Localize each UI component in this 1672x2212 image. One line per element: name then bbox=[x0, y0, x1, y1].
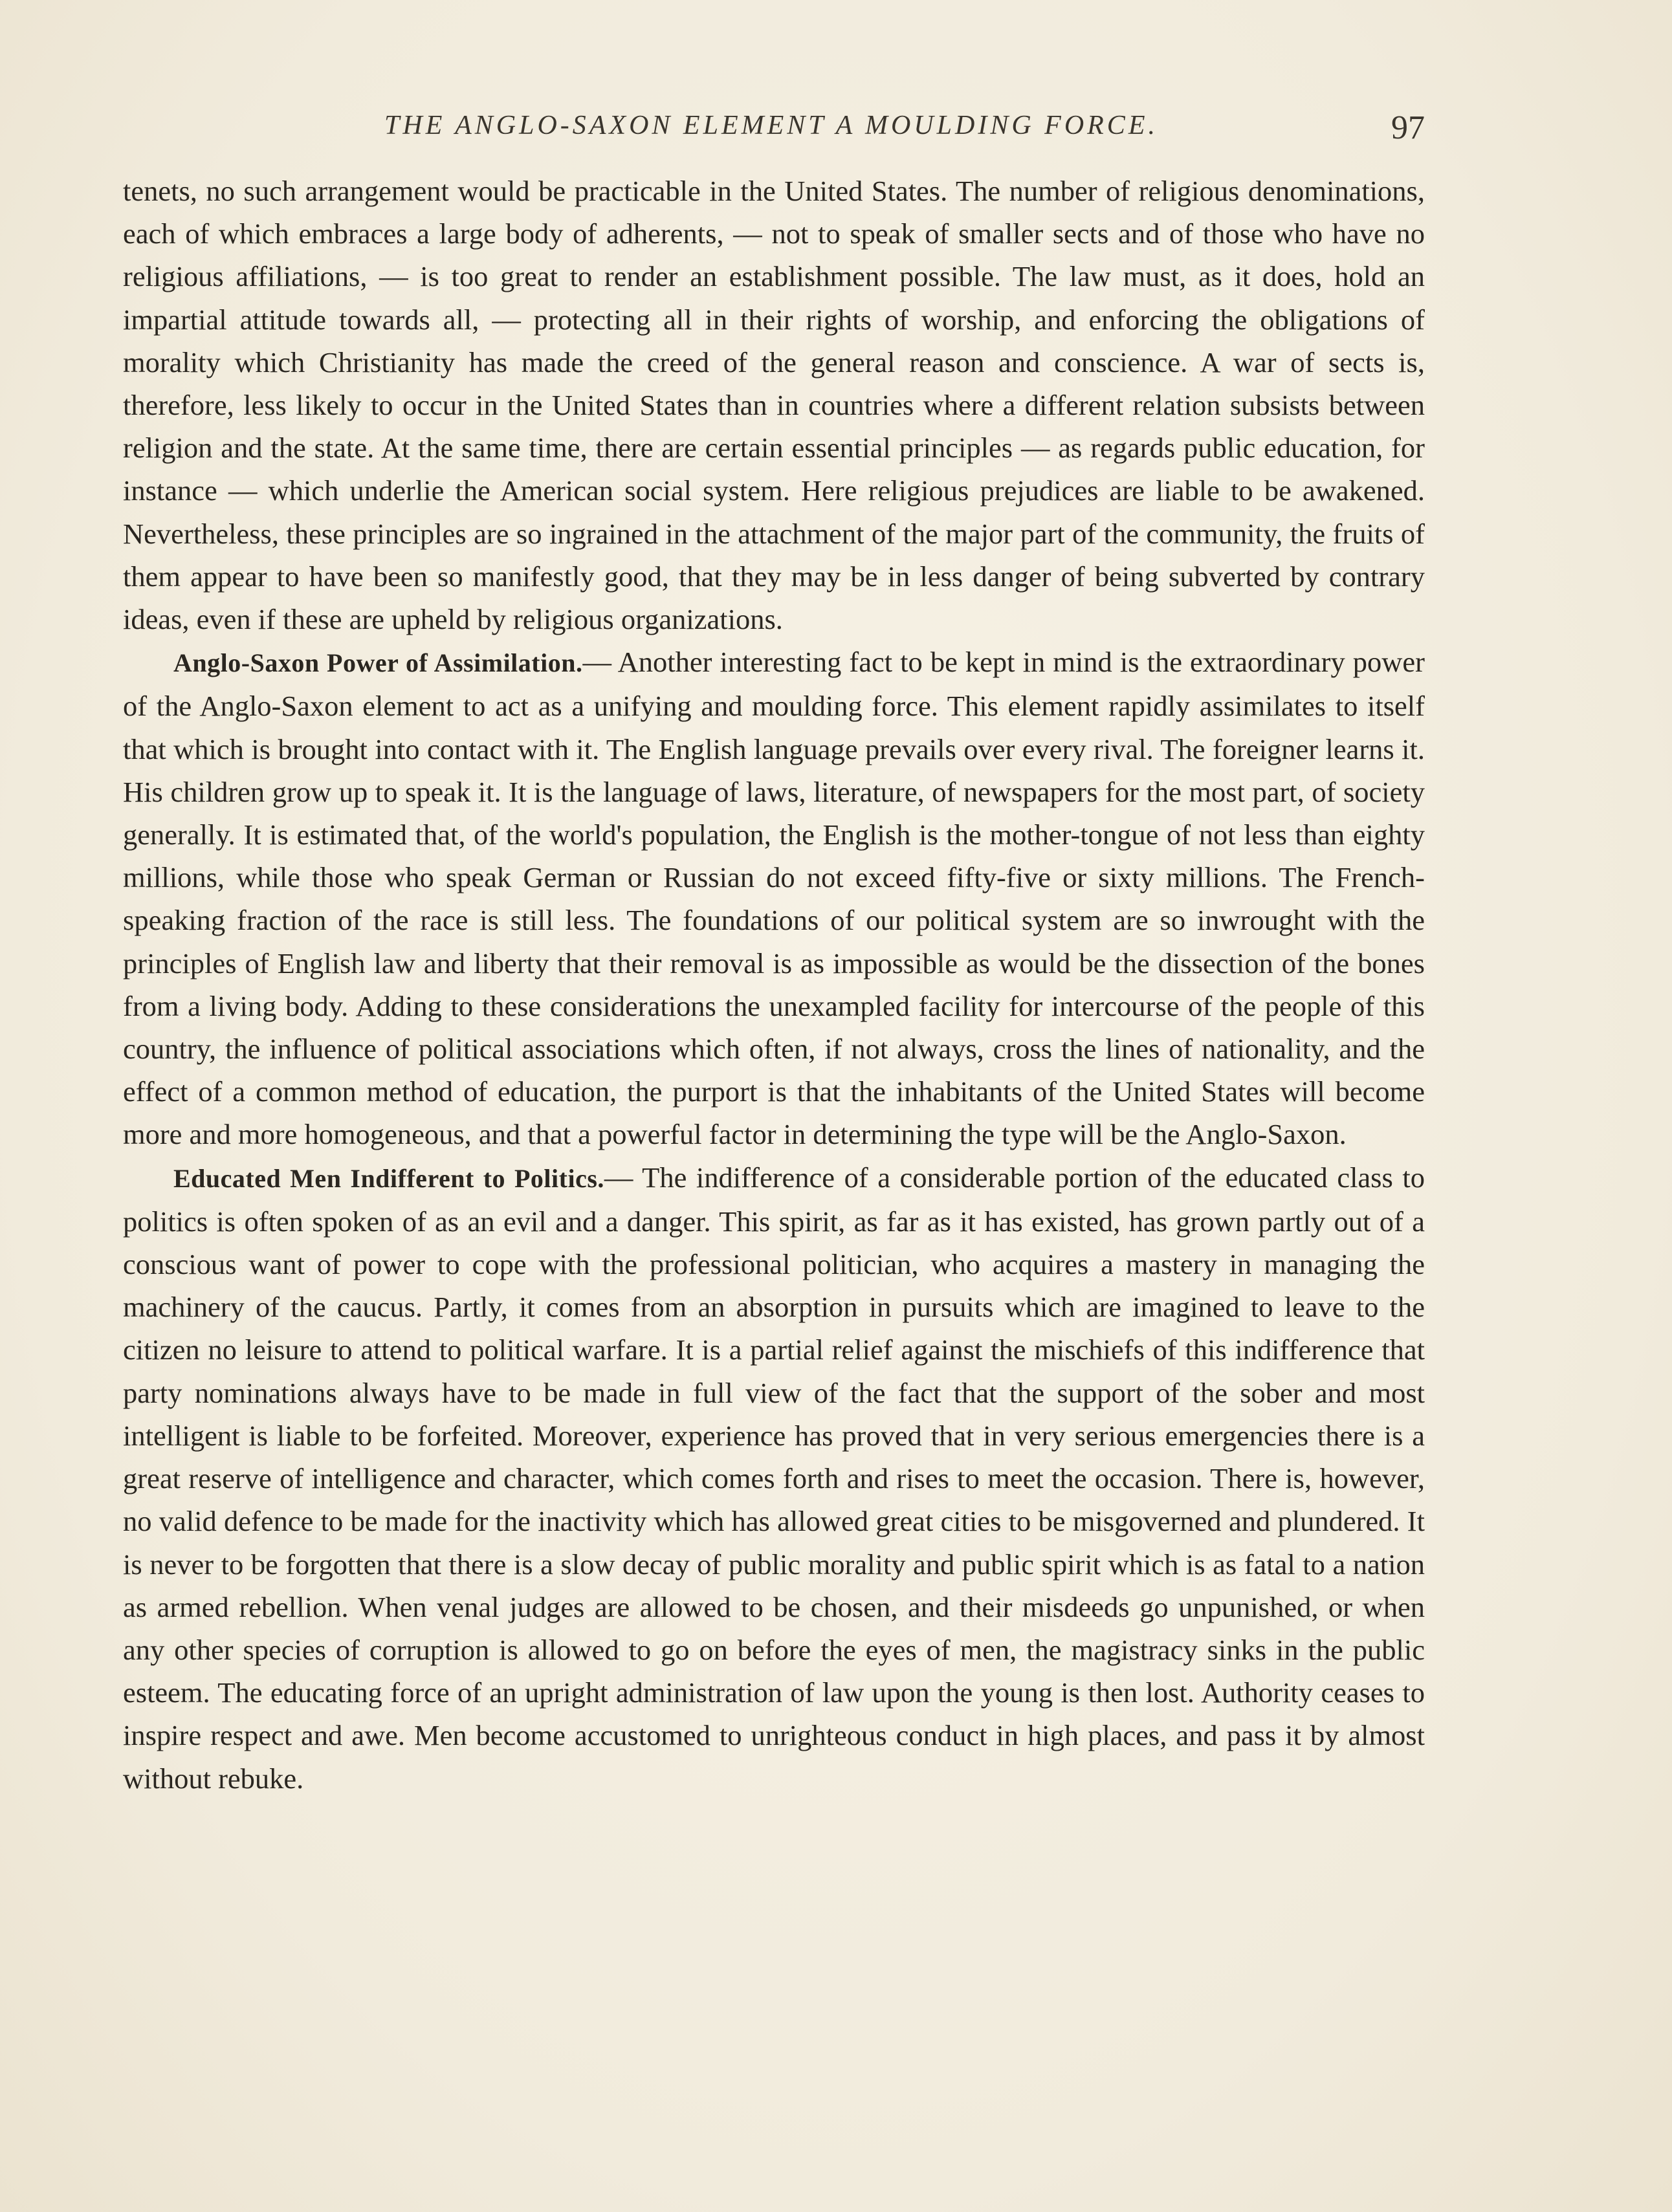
page-number: 97 bbox=[1391, 109, 1425, 146]
running-title: THE ANGLO-SAXON ELEMENT A MOULDING FORCE. bbox=[384, 111, 1158, 140]
paragraph-educated-men bbox=[123, 1156, 1425, 1800]
paragraph-text: — The indifference of a considerable portion of the educated class to politics is often spoken of as an evil and a danger. This spirit, as far as it has existed, has grown partly out of a conscious want of power to cope with the professional politician, who acquires a mastery in managing the machinery of the caucus. Partly, it comes from an absorption in pursuits which are imagined to leave to the citizen no leisure to attend to political warfare. It is a partial relief against the mischiefs of this indifference that party nominations always have to be made in full view of the fact that the support of the sober and most intelligent is liable to be forfeited. Moreover, experience has proved that in very serious emergencies there is a great reserve of intelligence and character, which comes forth and rises to meet the occasion. There is, however, no valid defence to be made for the inactivity which has allowed great cities to be misgoverned and plundered. It is never to be forgotten that there is a slow decay of public morality and public spirit which is as fatal to a nation as armed rebellion. When venal judges are allowed to be chosen, and their misdeeds go unpunished, or when any other species of corruption is allowed to go on before the eyes of men, the magistracy sinks in the public esteem. The educating force of an upright administration of law upon the young is then lost. Authority ceases to inspire respect and awe. Men become accustomed to unrighteous conduct in high places, and pass it by almost without rebuke. bbox=[123, 1161, 1425, 1795]
paragraph-assimilation bbox=[123, 641, 1425, 1155]
body-text bbox=[123, 170, 1425, 1800]
sidehead-assimilation: Anglo-Saxon Power of Assimilation. bbox=[173, 648, 583, 678]
paragraph-continued bbox=[123, 170, 1425, 641]
paragraph-text: — Another interesting fact to be kept in mind is the extraordinary power of the Anglo-Saxon element to act as a unifying and moulding force. This element rapidly assimilates to itself that which is brought into contact with it. The English language prevails over every rival. The foreigner learns it. His children grow up to speak it. It is the language of laws, literature, of newspapers for the most part, of society generally. It is estimated that, of the world's population, the English is the mother-tongue of not less than eighty millions, while those who speak German or Russian do not exceed fifty-five or sixty millions. The French-speaking fraction of the race is still less. The foundations of our political system are so inwrought with the principles of English law and liberty that their removal is as impossible as would be the dissection of the bones from a living body. Adding to these considerations the unexampled facility for intercourse of the people of this country, the influence of political associations which often, if not always, cross the lines of nationality, and the effect of a common method of education, the purport is that the inhabitants of the United States will become more and more homogeneous, and that a powerful factor in determining the type will be the Anglo-Saxon. bbox=[123, 646, 1425, 1151]
paragraph-text: tenets, no such arrangement would be practicable in the United States. The number of religious denominations, each of which embraces a large body of adherents, — not to speak of smaller sects and of those who have no religious affiliations, — is too great to render an establishment possible. The law must, as it does, hold an impartial attitude towards all, — protecting all in their rights of worship, and enforcing the obligations of morality which Christianity has made the creed of the general reason and conscience. A war of sects is, therefore, less likely to occur in the United States than in countries where a different relation subsists between religion and the state. At the same time, there are certain essential principles — as regards public education, for instance — which underlie the American social system. Here religious prejudices are liable to be awakened. Nevertheless, these principles are so ingrained in the attachment of the major part of the community, the fruits of them appear to have been so manifestly good, that they may be in less danger of being subverted by contrary ideas, even if these are upheld by religious organizations. bbox=[123, 175, 1425, 636]
sidehead-educated-men: Educated Men Indifferent to Politics. bbox=[173, 1163, 604, 1193]
